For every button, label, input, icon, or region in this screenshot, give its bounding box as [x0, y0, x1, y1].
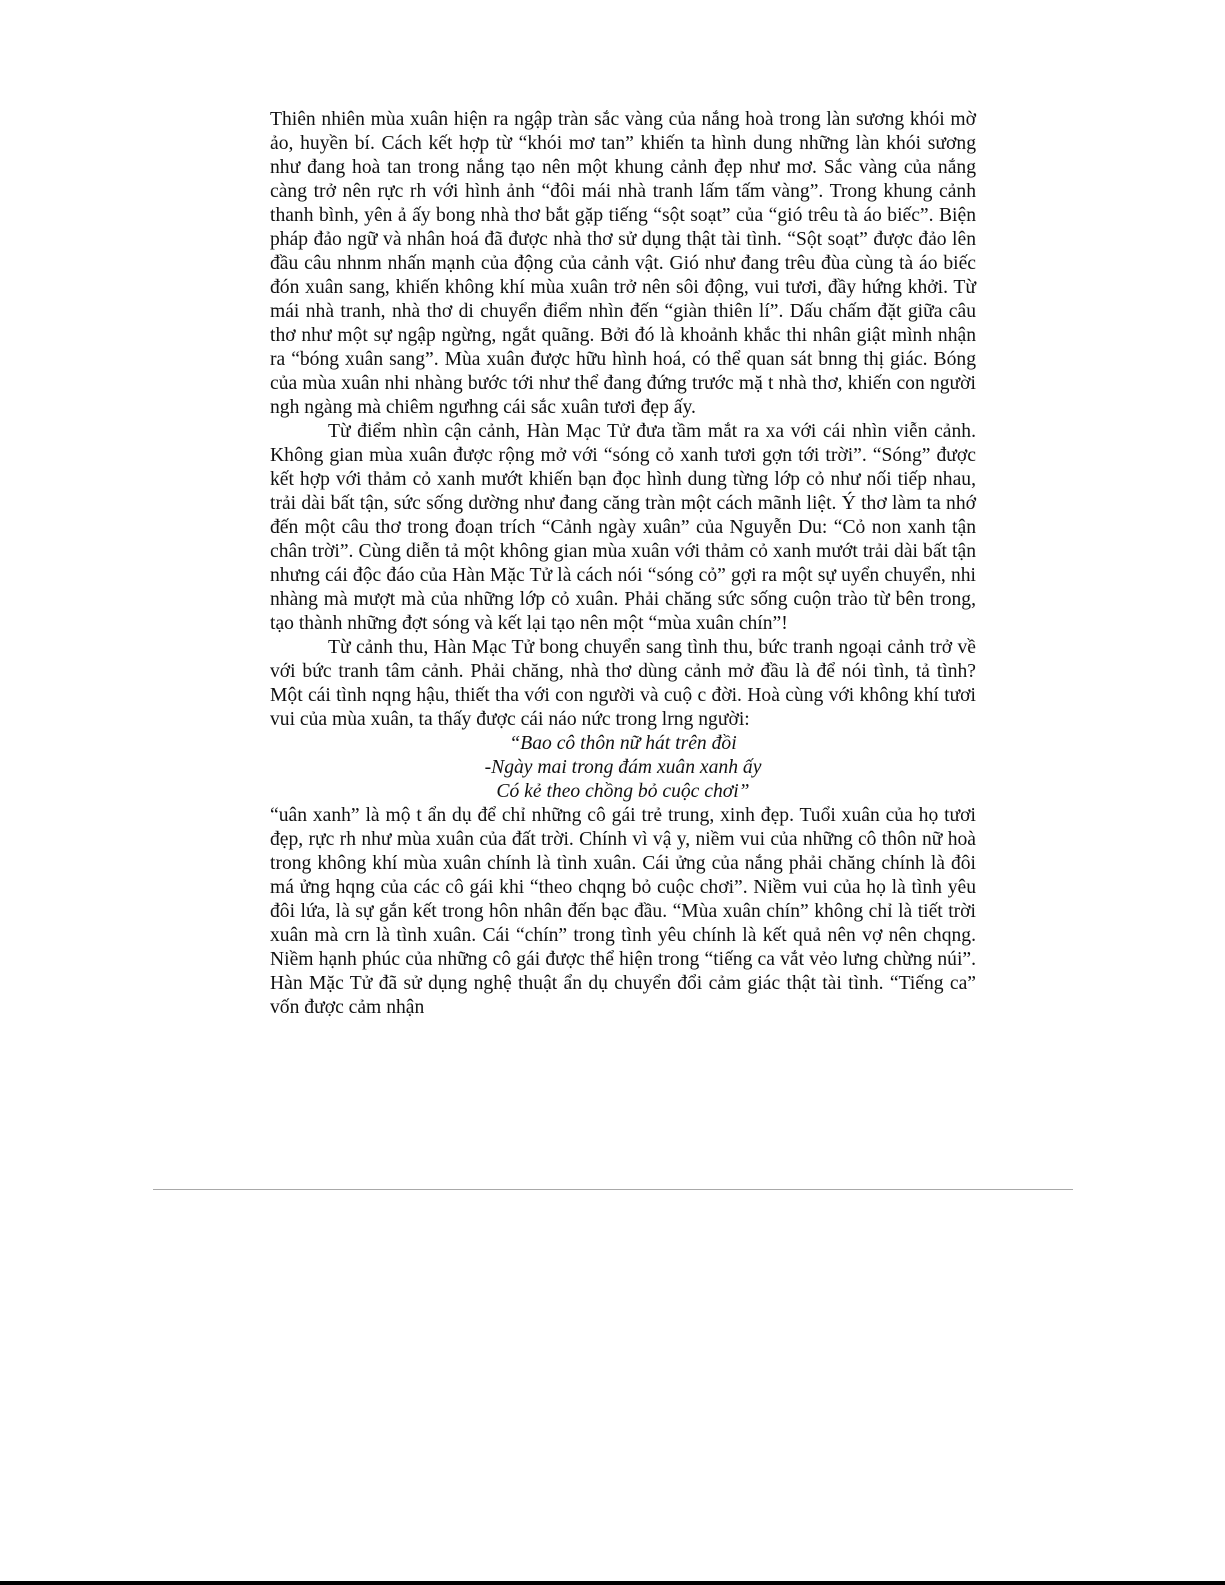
document-body — [270, 108, 976, 1020]
paragraph-2: Từ điểm nhìn cận cảnh, Hàn Mạc Tử đưa tầm mắt ra xa với cái nhìn viễn cảnh. Không gian mùa xuân được rộng mở với “sóng cỏ xanh tươi gợn tới trời”. “Sóng” được kết hợp với thảm cỏ xanh mướt khiến bạn đọc hình dung từng lớp cỏ như nối tiếp nhau, trải dài bất tận, sức sống dường như đang căng tràn một cách mãnh liệt. Ý thơ làm ta nhớ đến một câu thơ trong đoạn trích “Cảnh ngày xuân” của Nguyễn Du: “Cỏ non xanh tận chân trời”. Cùng diễn tả một không gian mùa xuân với thảm cỏ xanh mướt trải dài bất tận nhưng cái độc đáo của Hàn Mặc Tử là cách nói “sóng cỏ” gợi ra một sự uyển chuyển, nhi nhàng mà mượt mà của những lớp cỏ xuân. Phải chăng sức sống cuộn trào từ bên trong, tạo thành những đợt sóng và kết lại tạo nên một “mùa xuân chín”! — [270, 421, 976, 634]
poem-excerpt — [270, 732, 976, 804]
paragraph-3: Từ cảnh thu, Hàn Mạc Tử bong chuyển sang tình thu, bức tranh ngoại cảnh trở về với bức tranh tâm cảnh. Phải chăng, nhà thơ dùng cảnh mở đầu là để nói tình, tả tình? Một cái tình nqng hậu, thiết tha với con người và cuộ c đời. Hoà cùng với không khí tươi vui của mùa xuân, ta thấy được cái náo nức trong lrng người: — [270, 637, 976, 730]
verse-line-2: -Ngày mai trong đám xuân xanh ấy — [484, 757, 762, 778]
page-divider — [153, 1189, 1073, 1190]
bottom-edge — [0, 1581, 1225, 1585]
paragraph-4: “uân xanh” là mộ t ẩn dụ để chỉ những cô gái trẻ trung, xinh đẹp. Tuổi xuân của họ tươi đẹp, rực rh như mùa xuân của đất trời. Chính vì vậ y, niềm vui của những cô thôn nữ hoà trong không khí mùa xuân chính là tình xuân. Cái ửng của nắng phải chăng chính là đôi má ửng hqng của các cô gái khi “theo chqng bỏ cuộc chơi”. Niềm vui của họ là tình yêu đôi lứa, là sự gắn kết trong hôn nhân đến bạc đầu. “Mùa xuân chín” không chỉ là tiết trời xuân mà crn là tình xuân. Cái “chín” trong tình yêu chính là kết quả nên vợ nên chqng. Niềm hạnh phúc của những cô gái được thể hiện trong “tiếng ca vắt vẻo lưng chừng núi”. Hàn Mặc Tử đã sử dụng nghệ thuật ẩn dụ chuyển đổi cảm giác thật tài tình. “Tiếng ca” vốn được cảm nhận — [270, 805, 976, 1018]
paragraph-1: Thiên nhiên mùa xuân hiện ra ngập tràn sắc vàng của nắng hoà trong làn sương khói mờ ảo, huyền bí. Cách kết hợp từ “khói mơ tan” khiến ta hình dung những làn khói sương như đang hoà tan trong nắng tạo nên một khung cảnh đẹp như mơ. Sắc vàng của nắng càng trở nên rực rh với hình ảnh “đôi mái nhà tranh lấm tấm vàng”. Trong khung cảnh thanh bình, yên ả ấy bong nhà thơ bắt gặp tiếng “sột soạt” của “gió trêu tà áo biếc”. Biện pháp đảo ngữ và nhân hoá đã được nhà thơ sử dụng thật tài tình. “Sột soạt” được đảo lên đầu câu nhnm nhấn mạnh của động của cảnh vật. Gió như đang trêu đùa cùng tà áo biếc đón xuân sang, khiến không khí mùa xuân trở nên sôi động, vui tươi, đầy hứng khởi. Từ mái nhà tranh, nhà thơ di chuyển điểm nhìn đến “giàn thiên lí”. Dấu chấm đặt giữa câu thơ như một sự ngập ngừng, ngắt quãng. Bởi đó là khoảnh khắc thi nhân giật mình nhận ra “bóng xuân sang”. Mùa xuân được hữu hình hoá, có thể quan sát bnng thị giác. Bóng của mùa xuân nhi nhàng bước tới như thể đang đứng trước mặ t nhà thơ, khiến con người ngh ngàng mà chiêm ngưhng cái sắc xuân tươi đẹp ấy. — [270, 109, 976, 418]
verse-line-1: “Bao cô thôn nữ hát trên đồi — [509, 733, 737, 754]
verse-line-3: Có kẻ theo chồng bỏ cuộc chơi” — [496, 781, 750, 802]
